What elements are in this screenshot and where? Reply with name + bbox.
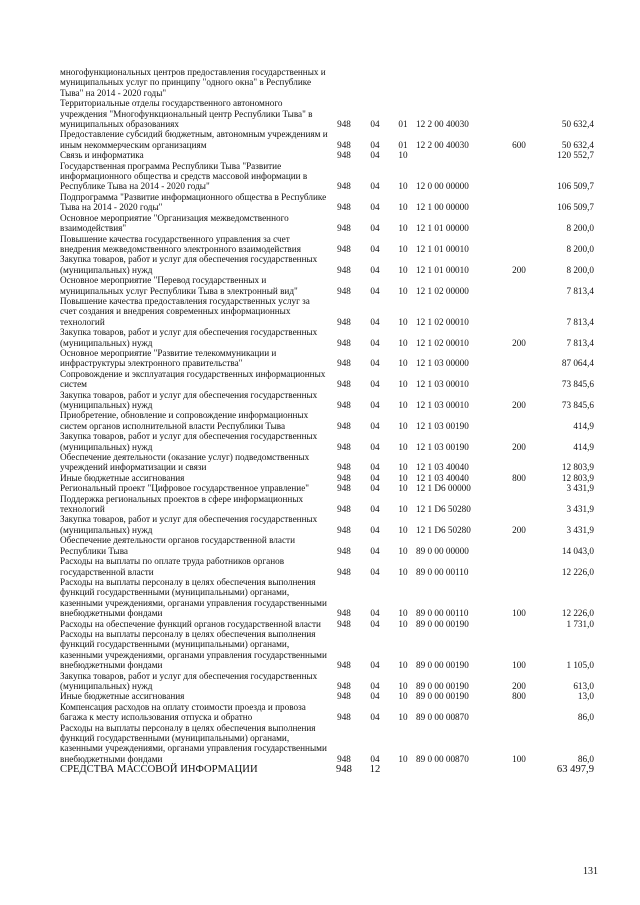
table-row [60, 691, 594, 701]
row-amount: 50 632,4 [561, 119, 594, 130]
row-name: Предоставление субсидий бюджетным, автономным учреждениям и иным некоммерческим организациям [60, 129, 328, 150]
row-ved-code: 948 [337, 202, 351, 213]
row-ved-code: 948 [337, 243, 351, 254]
row-name: Закупка товаров, работ и услуг для обеспечения государственных (муниципальных) нужд [60, 254, 318, 275]
row-ved-code: 948 [337, 316, 351, 327]
row-target-article: 12 1 01 00010 [416, 243, 469, 254]
row-name: Обеспечение деятельности органов государственной власти Республики Тыва [60, 535, 295, 556]
row-expense-type [502, 483, 536, 493]
row-expense-type [502, 67, 536, 98]
row-subsection-code: 10 [398, 524, 408, 535]
row-section-code: 04 [370, 337, 380, 348]
row-ved-code [328, 67, 360, 98]
row-target-article: 89 0 00 00870 [416, 712, 469, 723]
row-expense-type [502, 619, 536, 629]
row-subsection-code: 01 [398, 139, 408, 150]
row-name: Закупка товаров, работ и услуг для обеспечения государственных (муниципальных) нужд [60, 431, 318, 452]
table-row [60, 192, 594, 213]
row-amount: 3 431,9 [566, 524, 594, 535]
row-target-article: 12 1 01 00000 [416, 223, 469, 234]
row-amount: 73 845,6 [561, 379, 594, 390]
table-row [60, 483, 594, 493]
row-ved-code: 948 [336, 764, 352, 776]
table-row [60, 702, 594, 723]
row-ved-code: 948 [337, 472, 351, 483]
row-name: Закупка товаров, работ и услуг для обеспечения государственных (муниципальных) нужд [60, 327, 318, 348]
row-subsection-code: 10 [398, 285, 408, 296]
row-subsection-code: 10 [398, 181, 408, 192]
row-target-article: 12 1 03 00190 [416, 420, 469, 431]
row-ved-code: 948 [337, 285, 351, 296]
row-section-code: 04 [370, 119, 380, 130]
table-row [60, 234, 594, 255]
row-target-article: 12 1 03 00190 [416, 441, 469, 452]
table-row [60, 431, 594, 452]
row-amount: 1 105,0 [566, 660, 594, 671]
table-row [60, 327, 594, 348]
row-amount: 613,0 [573, 680, 594, 691]
row-target-article: 12 2 00 40030 [416, 139, 469, 150]
row-amount: 414,9 [573, 420, 594, 431]
row-expense-type [502, 410, 536, 431]
row-expense-type [502, 348, 536, 369]
row-subsection-code: 10 [398, 753, 408, 764]
row-expense-type [502, 161, 536, 192]
row-expense-type [502, 234, 536, 255]
table-row [60, 452, 594, 473]
row-subsection-code: 10 [398, 420, 408, 431]
row-name: Региональный проект "Цифровое государственное управление" [60, 483, 310, 494]
row-target-article: 12 1 03 00010 [416, 379, 469, 390]
row-amount [536, 67, 594, 98]
row-expense-type: 100 [512, 608, 526, 619]
row-amount: 414,9 [573, 441, 594, 452]
row-section-code: 04 [370, 618, 380, 629]
row-name: Расходы на выплаты по оплате труда работников органов государственной власти [60, 556, 285, 577]
row-amount: 13,0 [577, 691, 594, 702]
row-section-code: 04 [370, 472, 380, 483]
row-expense-type [502, 213, 536, 234]
row-target-article: 89 0 00 00000 [416, 545, 469, 556]
row-expense-type [502, 556, 536, 577]
row-section-code: 04 [370, 181, 380, 192]
row-name: Закупка товаров, работ и услуг для обеспечения государственных (муниципальных) нужд [60, 514, 318, 535]
row-amount: 14 043,0 [561, 545, 594, 556]
row-ved-code: 948 [337, 566, 351, 577]
row-ved-code: 948 [337, 608, 351, 619]
row-subsection-code: 10 [398, 691, 408, 702]
row-name: Расходы на обеспечение функций органов государственной власти [60, 618, 321, 629]
row-expense-type [502, 98, 536, 129]
row-target-article: 89 0 00 00190 [416, 680, 469, 691]
table-row [60, 619, 594, 629]
row-ved-code: 948 [337, 139, 351, 150]
row-name: Иные бюджетные ассигнования [60, 691, 185, 702]
row-section-code: 04 [370, 483, 380, 494]
row-expense-type [502, 296, 536, 327]
row-target-article: 12 2 00 40030 [416, 119, 469, 130]
row-target-article: 12 1 D6 50280 [416, 524, 471, 535]
budget-table [60, 67, 594, 775]
row-subsection-code: 10 [398, 150, 408, 161]
row-ved-code: 948 [337, 119, 351, 130]
row-expense-type [502, 764, 536, 775]
row-target-article: 12 1 00 00000 [416, 202, 469, 213]
table-row [60, 671, 594, 692]
row-amount: 63 497,9 [556, 764, 594, 776]
row-expense-type: 200 [512, 400, 526, 410]
row-section-code [360, 67, 390, 98]
row-section-code: 04 [370, 462, 380, 473]
row-section-code: 04 [370, 524, 380, 535]
row-name: Расходы на выплаты персоналу в целях обеспечения выполнения функций государственными (муниципальными) органами, казенными учреждениями, органами управления государственными внебюджетными фондами [60, 628, 327, 671]
row-name: СРЕДСТВА МАССОВОЙ ИНФОРМАЦИИ [60, 764, 258, 776]
table-row [60, 764, 594, 775]
row-expense-type: 200 [512, 524, 526, 535]
row-subsection-code: 10 [398, 379, 408, 390]
row-amount: 12 803,9 [561, 462, 594, 473]
row-ved-code: 948 [337, 420, 351, 431]
row-ved-code: 948 [337, 504, 351, 515]
row-expense-type [502, 150, 536, 160]
row-subsection-code: 10 [398, 223, 408, 234]
row-name: Закупка товаров, работ и услуг для обеспечения государственных (муниципальных) нужд [60, 389, 318, 410]
row-name: Расходы на выплаты персоналу в целях обеспечения выполнения функций государственными (муниципальными) органами, казенными учреждениями, органами управления государственными внебюджетными фондами [60, 576, 327, 619]
row-target-article: 12 1 D6 00000 [416, 483, 471, 494]
row-name: Закупка товаров, работ и услуг для обеспечения государственных (муниципальных) нужд [60, 670, 318, 691]
row-name: Приобретение, обновление и сопровождение информационных систем органов исполнительной власти Республики Тыва [60, 410, 309, 431]
row-amount: 1 731,0 [566, 618, 594, 629]
row-name: Основное мероприятие "Перевод государственных и муниципальных услуг Республики Тыва в электронный вид" [60, 275, 298, 296]
table-row [60, 514, 594, 535]
table-row [60, 473, 594, 483]
table-row [60, 535, 594, 556]
row-section-code: 04 [370, 150, 380, 161]
row-expense-type [502, 275, 536, 296]
row-name: Повышение качества государственного управления за счет внедрения межведомственного электронного взаимодействия [60, 233, 301, 254]
row-target-article: 12 1 03 00010 [416, 400, 469, 410]
table-row [60, 390, 594, 411]
row-target-article: 89 0 00 00870 [416, 753, 469, 764]
row-section-code: 04 [370, 660, 380, 671]
row-amount: 73 845,6 [561, 400, 594, 410]
row-ved-code: 948 [337, 691, 351, 702]
table-row [60, 67, 594, 98]
row-expense-type: 200 [512, 337, 526, 348]
row-expense-type: 600 [512, 139, 526, 150]
row-subsection-code: 10 [398, 462, 408, 473]
row-section-code: 04 [370, 243, 380, 254]
row-section-code: 04 [370, 358, 380, 369]
row-name: Иные бюджетные ассигнования [60, 472, 185, 483]
row-expense-type [502, 535, 536, 556]
row-target-article: 89 0 00 00110 [416, 608, 469, 619]
row-ved-code: 948 [337, 753, 351, 764]
row-section-code: 04 [370, 285, 380, 296]
row-amount: 3 431,9 [566, 504, 594, 515]
row-amount: 7 813,4 [566, 337, 594, 348]
row-expense-type: 200 [512, 680, 526, 691]
table-row [60, 348, 594, 369]
row-amount: 120 552,7 [557, 150, 594, 161]
row-subsection-code [390, 764, 416, 775]
row-section-code: 04 [370, 680, 380, 691]
row-subsection-code: 10 [398, 660, 408, 671]
row-subsection-code: 10 [398, 264, 408, 275]
row-expense-type [502, 369, 536, 390]
row-section-code: 12 [369, 764, 381, 776]
table-row [60, 98, 594, 129]
row-target-article: 12 1 03 00000 [416, 358, 469, 369]
row-amount: 86,0 [577, 753, 594, 764]
row-ved-code: 948 [337, 358, 351, 369]
row-subsection-code: 10 [398, 712, 408, 723]
row-section-code: 04 [370, 441, 380, 452]
row-amount: 12 226,0 [561, 608, 594, 619]
row-name: Связь и информатика [60, 150, 144, 161]
row-subsection-code: 10 [398, 680, 408, 691]
row-subsection-code: 10 [398, 618, 408, 629]
row-expense-type [502, 452, 536, 473]
row-name: Подпрограмма "Развитие информационного общества в Республике Тыва на 2014 - 2020 годы" [60, 191, 327, 213]
row-section-code: 04 [370, 264, 380, 275]
row-ved-code: 948 [337, 223, 351, 234]
row-section-code: 04 [370, 566, 380, 577]
row-subsection-code: 10 [398, 358, 408, 369]
table-row [60, 254, 594, 275]
row-ved-code: 948 [337, 150, 351, 161]
row-section-code: 04 [370, 712, 380, 723]
row-amount: 106 509,7 [557, 181, 594, 192]
row-subsection-code: 10 [398, 566, 408, 577]
row-ved-code: 948 [337, 660, 351, 671]
row-name: Повышение качества предоставления государственных услуг за счет создания и внедрения современных информационных технологий [60, 295, 310, 327]
row-expense-type [502, 494, 536, 515]
table-row [60, 577, 594, 619]
table-row [60, 369, 594, 390]
row-section-code: 04 [370, 504, 380, 515]
row-expense-type: 100 [512, 660, 526, 671]
row-subsection-code: 10 [398, 545, 408, 556]
row-target-article [416, 764, 502, 775]
row-subsection-code: 10 [398, 472, 408, 483]
row-amount: 12 803,9 [561, 472, 594, 483]
row-section-code: 04 [370, 608, 380, 619]
table-row [60, 629, 594, 671]
row-subsection-code: 10 [398, 337, 408, 348]
row-ved-code: 948 [337, 264, 351, 275]
row-subsection-code: 01 [398, 119, 408, 130]
row-target-article [416, 67, 502, 98]
row-target-article: 12 1 D6 50280 [416, 504, 471, 515]
row-expense-type: 100 [512, 753, 526, 764]
row-amount: 7 813,4 [566, 316, 594, 327]
row-subsection-code: 10 [398, 608, 408, 619]
row-section-code: 04 [370, 202, 380, 213]
row-name: Расходы на выплаты персоналу в целях обеспечения выполнения функций государственными (муниципальными) органами, казенными учреждениями, органами управления государственными внебюджетными фондами [60, 722, 327, 764]
table-row [60, 410, 594, 431]
row-target-article: 12 1 02 00000 [416, 285, 469, 296]
row-subsection-code: 10 [398, 202, 408, 213]
row-subsection-code: 10 [398, 400, 408, 410]
row-ved-code: 948 [337, 545, 351, 556]
row-target-article: 12 1 03 40040 [416, 462, 469, 473]
row-section-code: 04 [370, 316, 380, 327]
row-name: Сопровождение и эксплуатация государственных информационных систем [60, 368, 326, 390]
row-name: Государственная программа Республики Тыва "Развитие информационного общества и средств массовой информации в Республике Тыва на 2014 - 2020 годы" [60, 160, 308, 192]
row-ved-code: 948 [337, 337, 351, 348]
row-name: Поддержка региональных проектов в сфере информационных технологий [60, 493, 304, 515]
row-expense-type [502, 192, 536, 213]
row-amount: 3 431,9 [566, 483, 594, 494]
row-section-code: 04 [370, 420, 380, 431]
table-row [60, 494, 594, 515]
row-name: Компенсация расходов на оплату стоимости проезда и провоза багажа к месту использования отпуска и обратно [60, 701, 306, 723]
row-target-article: 12 0 00 00000 [416, 181, 469, 192]
row-amount: 87 064,4 [561, 358, 594, 369]
row-ved-code: 948 [337, 181, 351, 192]
row-name: Основное мероприятие "Организация межведомственного взаимодействия" [60, 212, 289, 234]
row-ved-code: 948 [337, 524, 351, 535]
row-target-article: 12 1 02 00010 [416, 337, 469, 348]
row-subsection-code: 10 [398, 441, 408, 452]
table-row [60, 723, 594, 765]
page-number: 131 [583, 866, 598, 877]
row-ved-code: 948 [337, 379, 351, 390]
row-expense-type: 800 [512, 691, 526, 702]
row-expense-type: 800 [512, 472, 526, 483]
row-target-article: 89 0 00 00190 [416, 691, 469, 702]
row-ved-code: 948 [337, 483, 351, 494]
row-amount: 8 200,0 [566, 264, 594, 275]
row-target-article [416, 150, 502, 160]
table-row [60, 161, 594, 192]
row-target-article: 89 0 00 00190 [416, 618, 469, 629]
row-amount: 12 226,0 [561, 566, 594, 577]
row-amount: 86,0 [577, 712, 594, 723]
row-section-code: 04 [370, 400, 380, 410]
row-name: Территориальные отделы государственного автономного учреждения "Многофункциональный центр Республики Тыва" в муниципальных образованиях [60, 98, 313, 130]
row-target-article: 12 1 01 00010 [416, 264, 469, 275]
row-subsection-code: 10 [398, 316, 408, 327]
row-expense-type: 200 [512, 264, 526, 275]
row-amount: 8 200,0 [566, 223, 594, 234]
row-ved-code: 948 [337, 680, 351, 691]
row-subsection-code [390, 67, 416, 98]
row-amount: 106 509,7 [557, 202, 594, 213]
table-row [60, 275, 594, 296]
budget-table-body [60, 67, 594, 775]
row-amount: 50 632,4 [561, 139, 594, 150]
row-expense-type [502, 702, 536, 723]
table-row [60, 129, 594, 150]
row-section-code: 04 [370, 753, 380, 764]
row-subsection-code: 10 [398, 243, 408, 254]
table-row [60, 556, 594, 577]
row-ved-code: 948 [337, 712, 351, 723]
row-target-article: 12 1 03 40040 [416, 472, 469, 483]
row-section-code: 04 [370, 691, 380, 702]
row-ved-code: 948 [337, 618, 351, 629]
row-name: Основное мероприятие "Развитие телекоммуникации и инфраструктуры электронного правительства" [60, 347, 277, 369]
row-name: многофункциональных центров предоставления государственных и муниципальных услуг по принципу "одного окна" в Республике Тыва" на 2014 - 2020 годы" [60, 67, 326, 98]
row-section-code: 04 [370, 379, 380, 390]
row-amount: 8 200,0 [566, 243, 594, 254]
row-section-code: 04 [370, 545, 380, 556]
row-ved-code: 948 [337, 400, 351, 410]
row-subsection-code: 10 [398, 483, 408, 494]
row-target-article: 89 0 00 00110 [416, 566, 469, 577]
row-expense-type: 200 [512, 441, 526, 452]
row-subsection-code: 10 [398, 504, 408, 515]
row-target-article: 89 0 00 00190 [416, 660, 469, 671]
table-row [60, 213, 594, 234]
table-row [60, 296, 594, 327]
row-amount: 7 813,4 [566, 285, 594, 296]
row-target-article: 12 1 02 00010 [416, 316, 469, 327]
row-name: Обеспечение деятельности (оказание услуг) подведомственных учреждений информатизации и связи [60, 452, 310, 473]
row-ved-code: 948 [337, 441, 351, 452]
row-section-code: 04 [370, 223, 380, 234]
table-row [60, 150, 594, 160]
row-ved-code: 948 [337, 462, 351, 473]
row-section-code: 04 [370, 139, 380, 150]
